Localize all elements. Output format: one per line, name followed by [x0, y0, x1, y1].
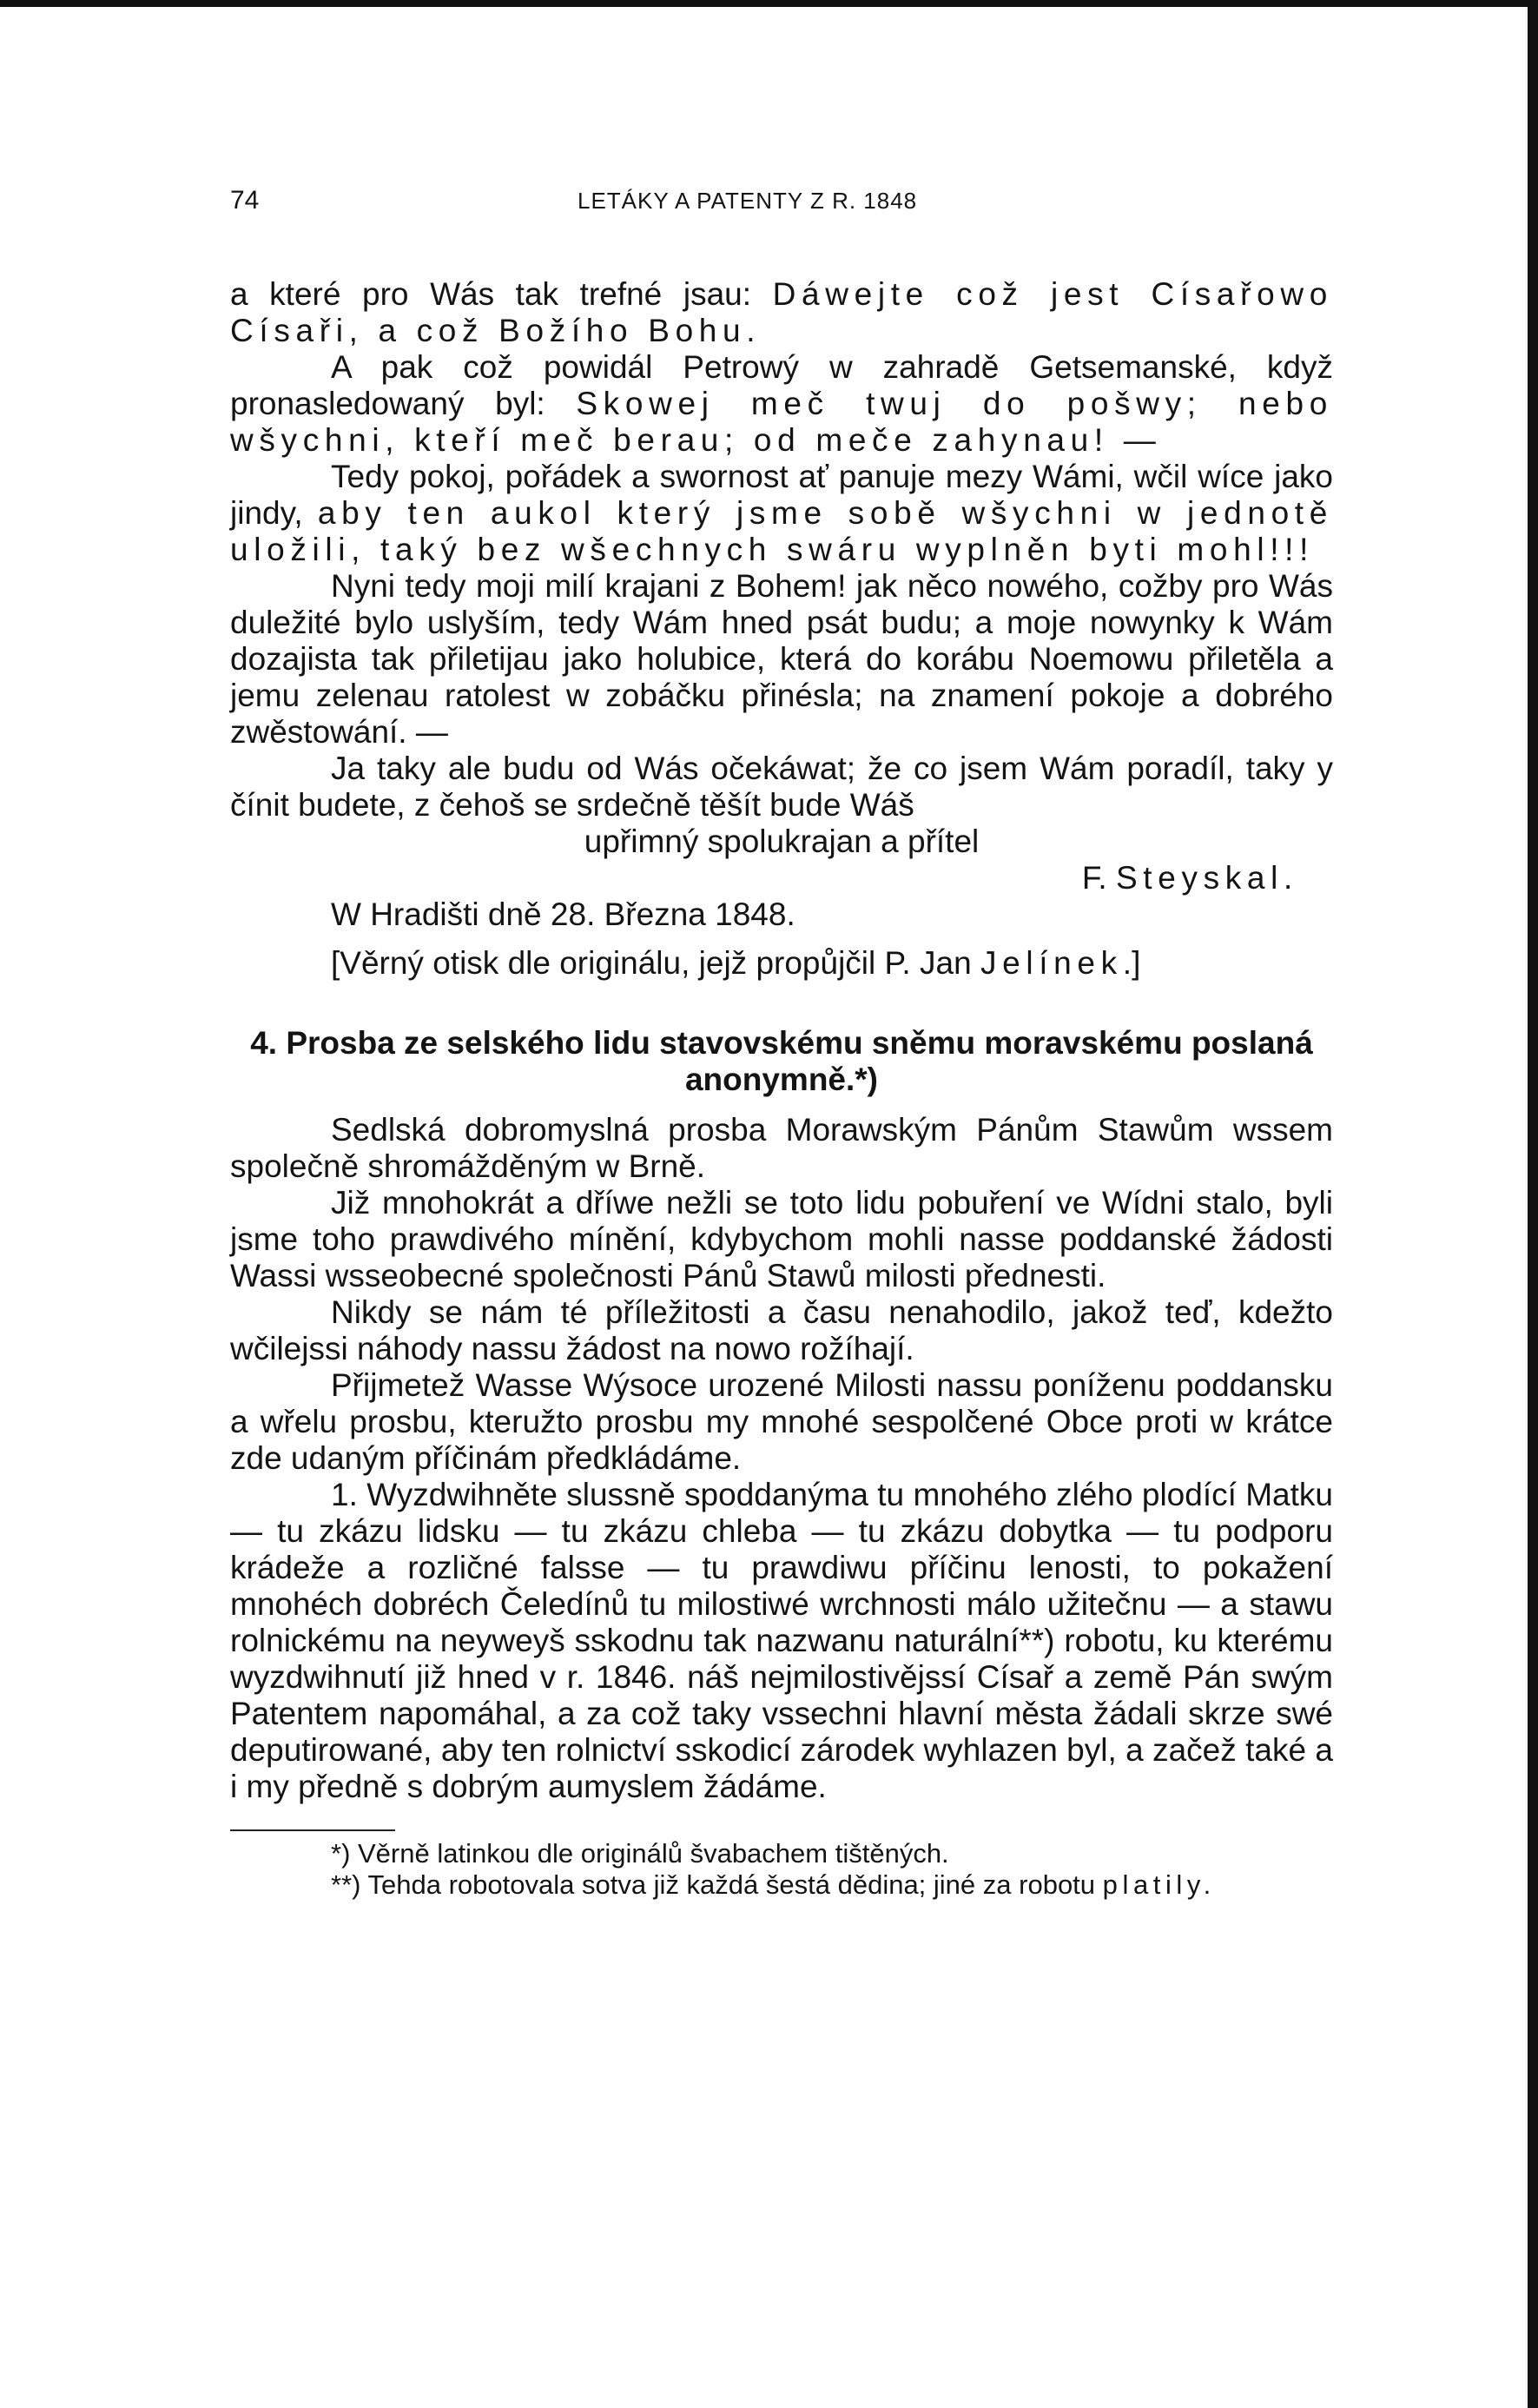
letter-paragraph: a které pro Wás tak trefné jsau: Dáwejte což jest Císařowo Císaři, a což Božího Bohu.	[230, 276, 1333, 348]
footnote-1: *) Věrně latinkou dle originálů švabachem tištěných.	[331, 1838, 949, 1869]
editorial-note: [Věrný otisk dle originálu, jejž propůjčil P. Jan Jelínek.]	[331, 945, 1141, 981]
section-body	[230, 1112, 1333, 1805]
scan-border-right	[1528, 0, 1538, 2408]
letter-body	[230, 276, 1333, 982]
section-paragraph: 1. Wyzdwihněte slussně spoddanýma tu mnohého zlého plodící Matku — tu zkázu lidsku — tu zkázu chleba — tu zkázu dobytka — tu podporu krádeže a rozličné falsse — tu prawdiwu příčinu lenosti, to pokažení mnohéch dobréch Čeledínů tu milostiwé wrchnosti málo užitečnu — a stawu rolnickému na neyweyš sskodnu tak nazwanu naturální**) robotu, ku kterému wyzdwihnutí již hned v r. 1846. náš nejmilostivějssí Císař a země Pán swým Patentem napomáhal, a za což taky vssechni hlavní města žádali skrze swé deputirowané, aby ten rolnictví sskodicí zárodek wyhlazen byl, a začež také a i my předně s dobrým aumyslem žádáme.	[230, 1477, 1333, 1804]
running-title: LETÁKY A PATENTY Z R. 1848	[578, 188, 918, 214]
scan-border-top	[0, 0, 1538, 7]
footnotes	[230, 1838, 1333, 1901]
page-number: 74	[230, 186, 260, 215]
section-paragraph: Sedlská dobromyslná prosba Morawským Pánům Stawům wssem společně shromážděným w Brně.	[230, 1112, 1333, 1184]
letter-place-date: W Hradišti dně 28. Března 1848.	[331, 896, 795, 932]
section-paragraph: Již mnohokrát a dříwe nežli se toto lidu pobuření ve Wídni stalo, byli jsme toho prawdivého mínění, kdybychom mohli nasse poddanské žádosti Wassi wsseobecné společnosti Pánů Stawů milosti přednesti.	[230, 1185, 1333, 1293]
letter-paragraph: Nyni tedy moji milí krajani z Bohem! jak něco nowého, cožby pro Wás duležité bylo uslyším, tedy Wám hned psát budu; a moje nowynky k Wám dozajista tak přiletijau jako holubice, která do korábu Noemowu přiletěla a jemu zelenau ratolest w zobáčku přinésla; na znamení pokoje a dobrého zwěstowání. —	[230, 568, 1333, 750]
book-page	[230, 182, 1333, 1901]
letter-paragraph: Ja taky ale budu od Wás očekáwat; že co jsem Wám poradíl, taky y čínit budete, z čehoš se srdečně těšít bude Wáš	[230, 751, 1333, 823]
letter-closing: upřimný spolukrajan a přítel	[584, 824, 980, 859]
section-paragraph: Přijmetež Wasse Wýsoce urozené Milosti nassu poníženu poddansku a wřelu prosbu, kteružto prosbu my mnohé sespolčené Obce proti w krátce zde udaným příčinám předkládáme.	[230, 1367, 1333, 1476]
running-head	[230, 182, 1333, 226]
section-heading: 4. Prosba ze selského lidu stavovskému sněmu moravskému poslaná anonymně.*)	[250, 1025, 1313, 1097]
letter-paragraph: Tedy pokoj, pořádek a swornost ať panuje mezy Wámi, wčil wíce jako jindy, aby ten aukol který jsme sobě wšychni w jednotě uložili, taký bez wšechnych swáru wyplněn byti mohl!!!	[230, 459, 1333, 567]
letter-signature: F. Steyskal.	[1081, 860, 1298, 896]
footnote-2: **) Tehda robotovala sotva již každá šestá dědina; jiné za robotu platily.	[331, 1869, 1216, 1900]
footnote-rule	[230, 1829, 395, 1831]
section-paragraph: Nikdy se nám té příležitosti a času nenahodilo, jakož teď, kdežto wčilejssi náhody nassu žádost na nowo rožíhají.	[230, 1294, 1333, 1366]
letter-paragraph: A pak což powidál Petrowý w zahradě Getsemanské, když pronasledowaný byl: Skowej meč twuj do pošwy; nebo wšychni, kteří meč berau; od meče zahynau! —	[230, 349, 1333, 458]
